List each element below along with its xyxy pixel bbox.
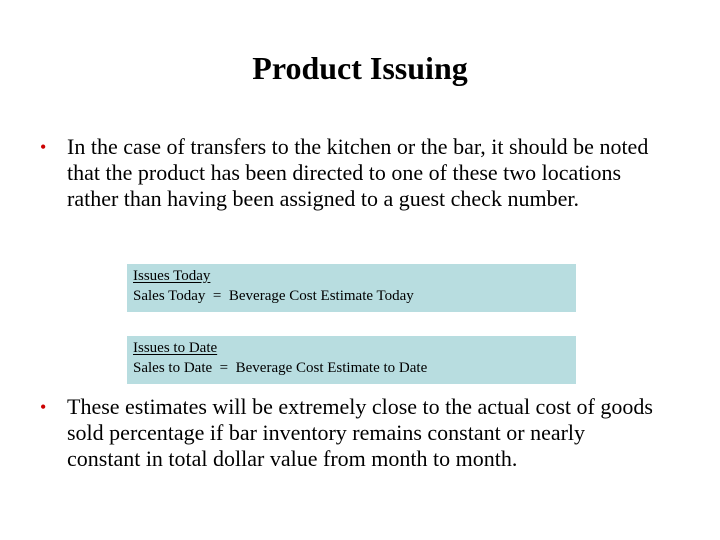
formula-box xyxy=(127,336,576,384)
bullet-marker: • xyxy=(40,137,47,157)
formula-box xyxy=(127,264,576,312)
formula-equals: = xyxy=(219,360,229,376)
bullet-marker: • xyxy=(40,397,47,417)
formula-equals: = xyxy=(212,288,222,304)
bullet-item xyxy=(40,394,660,472)
formula-denominator-line xyxy=(133,358,570,378)
bullet-text: In the case of transfers to the kitchen or the bar, it should be noted that the product has been directed to one of these two locations rather than having been assigned to a guest check number. xyxy=(67,134,649,211)
bullet-item xyxy=(40,134,660,212)
formula-denominator: Sales Today xyxy=(133,288,206,304)
formula-denominator-line xyxy=(133,286,570,306)
formula-numerator: Issues to Date xyxy=(133,340,218,356)
formula-result: Beverage Cost Estimate to Date xyxy=(235,360,428,376)
formula-denominator: Sales to Date xyxy=(133,360,213,376)
formula-result: Beverage Cost Estimate Today xyxy=(228,288,414,304)
bullet-text: These estimates will be extremely close to the actual cost of goods sold percentage if bar inventory remains constant or nearly constant in total dollar value from month to month. xyxy=(67,394,653,471)
formula-numerator: Issues Today xyxy=(133,268,211,284)
slide-title: Product Issuing xyxy=(252,50,468,86)
